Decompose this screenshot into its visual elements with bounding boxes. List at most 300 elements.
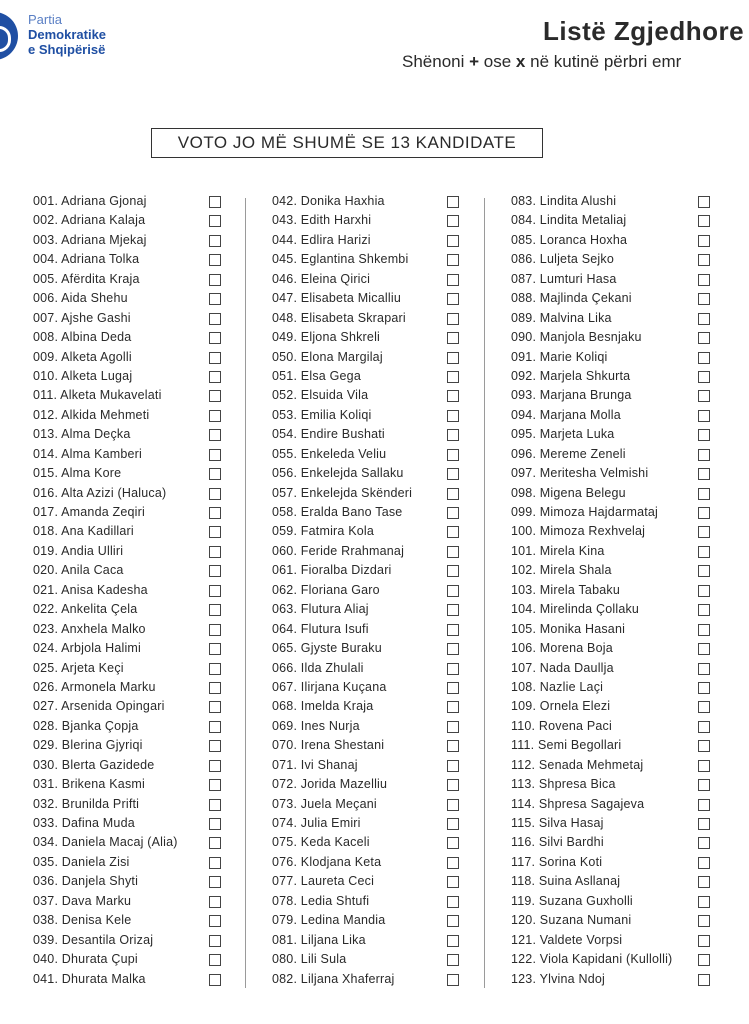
candidate-row bbox=[511, 912, 711, 931]
candidate-name: 082. Liljana Xhaferraj bbox=[272, 971, 395, 986]
candidate-name: 081. Liljana Lika bbox=[272, 932, 366, 947]
candidate-row bbox=[511, 796, 711, 815]
candidate-checkbox[interactable] bbox=[698, 954, 710, 966]
candidate-checkbox[interactable] bbox=[209, 954, 221, 966]
candidate-checkbox[interactable] bbox=[209, 196, 221, 208]
candidate-name: 001. Adriana Gjonaj bbox=[33, 194, 147, 208]
candidate-checkbox[interactable] bbox=[698, 604, 710, 616]
candidate-checkbox[interactable] bbox=[698, 235, 710, 247]
candidate-row bbox=[33, 757, 223, 776]
candidate-name: 060. Feride Rrahmanaj bbox=[272, 543, 405, 558]
candidate-checkbox[interactable] bbox=[447, 565, 459, 577]
candidate-checkbox[interactable] bbox=[698, 390, 710, 402]
candidate-checkbox[interactable] bbox=[698, 818, 710, 830]
candidate-name: 113. Shpresa Bica bbox=[511, 777, 616, 792]
candidate-name: 045. Eglantina Shkembi bbox=[272, 252, 409, 267]
candidate-name: 023. Anxhela Malko bbox=[33, 621, 146, 636]
candidate-checkbox[interactable] bbox=[698, 352, 710, 364]
x-symbol: x bbox=[515, 52, 526, 71]
candidate-checkbox[interactable] bbox=[698, 857, 710, 869]
candidate-name: 053. Emilia Koliqi bbox=[272, 407, 372, 422]
subtitle-pre: Shënoni bbox=[402, 52, 470, 71]
candidate-row bbox=[33, 932, 223, 951]
candidate-name: 025. Arjeta Keçi bbox=[33, 660, 124, 675]
candidate-checkbox[interactable] bbox=[447, 740, 459, 752]
candidate-checkbox[interactable] bbox=[698, 585, 710, 597]
candidate-name: 080. Lili Sula bbox=[272, 952, 347, 967]
candidate-row bbox=[511, 698, 711, 717]
candidate-checkbox[interactable] bbox=[209, 352, 221, 364]
candidate-name: 099. Mimoza Hajdarmataj bbox=[511, 505, 659, 519]
candidate-checkbox[interactable] bbox=[209, 935, 221, 947]
candidate-checkbox[interactable] bbox=[698, 799, 710, 811]
candidate-row bbox=[272, 310, 462, 329]
candidate-checkbox[interactable] bbox=[698, 974, 710, 986]
candidate-checkbox[interactable] bbox=[447, 624, 459, 636]
candidate-checkbox[interactable] bbox=[447, 663, 459, 675]
candidate-checkbox[interactable] bbox=[447, 760, 459, 772]
candidate-name: 069. Ines Nurja bbox=[272, 718, 360, 733]
candidate-checkbox[interactable] bbox=[209, 507, 221, 519]
candidate-name: 011. Alketa Mukavelati bbox=[33, 388, 162, 403]
candidate-checkbox[interactable] bbox=[209, 721, 221, 733]
candidate-row bbox=[511, 640, 711, 659]
candidate-row bbox=[272, 971, 462, 990]
candidate-name: 118. Suina Asllanaj bbox=[511, 874, 621, 889]
candidate-row bbox=[33, 640, 223, 659]
candidate-name: 096. Mereme Zeneli bbox=[511, 446, 626, 461]
candidate-row bbox=[272, 660, 462, 679]
candidate-name: 105. Monika Hasani bbox=[511, 621, 626, 636]
candidate-row bbox=[33, 601, 223, 620]
candidate-row bbox=[511, 504, 711, 523]
candidate-checkbox[interactable] bbox=[447, 721, 459, 733]
candidate-name: 092. Marjela Shkurta bbox=[511, 368, 631, 383]
candidate-checkbox[interactable] bbox=[447, 410, 459, 422]
candidate-checkbox[interactable] bbox=[698, 915, 710, 927]
candidate-name: 093. Marjana Brunga bbox=[511, 388, 632, 403]
candidate-row bbox=[272, 271, 462, 290]
candidate-name: 058. Eralda Bano Tase bbox=[272, 505, 403, 519]
candidate-name: 100. Mimoza Rexhvelaj bbox=[511, 524, 646, 539]
candidate-name: 087. Lumturi Hasa bbox=[511, 271, 617, 286]
candidate-checkbox[interactable] bbox=[698, 624, 710, 636]
candidate-name: 071. Ivi Shanaj bbox=[272, 757, 358, 772]
subtitle-mid: ose bbox=[479, 52, 516, 71]
candidate-row bbox=[272, 387, 462, 406]
candidate-row bbox=[33, 815, 223, 834]
candidate-checkbox[interactable] bbox=[447, 352, 459, 364]
candidate-row bbox=[33, 349, 223, 368]
candidate-row bbox=[33, 446, 223, 465]
candidate-row bbox=[272, 368, 462, 387]
candidate-name: 056. Enkelejda Sallaku bbox=[272, 466, 404, 481]
candidate-name: 028. Bjanka Çopja bbox=[33, 718, 139, 733]
candidate-name: 039. Desantila Orizaj bbox=[33, 932, 154, 947]
candidate-name: 102. Mirela Shala bbox=[511, 563, 612, 578]
candidate-row bbox=[511, 893, 711, 912]
candidate-row bbox=[272, 562, 462, 581]
candidate-name: 030. Blerta Gazidede bbox=[33, 757, 155, 772]
candidate-column-1 bbox=[33, 193, 223, 990]
candidate-checkbox[interactable] bbox=[209, 799, 221, 811]
candidate-checkbox[interactable] bbox=[209, 837, 221, 849]
candidate-name: 033. Dafina Muda bbox=[33, 816, 135, 830]
candidate-name: 066. Ilda Zhulali bbox=[272, 660, 364, 675]
candidate-row bbox=[511, 271, 711, 290]
candidate-name: 035. Daniela Zisi bbox=[33, 854, 130, 869]
candidate-checkbox[interactable] bbox=[698, 488, 710, 500]
candidate-row bbox=[33, 737, 223, 756]
candidate-checkbox[interactable] bbox=[447, 837, 459, 849]
candidate-checkbox[interactable] bbox=[209, 585, 221, 597]
candidate-checkbox[interactable] bbox=[698, 254, 710, 266]
candidate-row bbox=[272, 834, 462, 853]
candidate-name: 115. Silva Hasaj bbox=[511, 816, 604, 830]
candidate-row bbox=[511, 251, 711, 270]
candidate-name: 016. Alta Azizi (Haluca) bbox=[33, 485, 167, 500]
candidate-name: 038. Denisa Kele bbox=[33, 913, 132, 928]
candidate-name: 111. Semi Begollari bbox=[511, 738, 622, 753]
candidate-checkbox[interactable] bbox=[209, 915, 221, 927]
candidate-checkbox[interactable] bbox=[698, 896, 710, 908]
candidate-name: 031. Brikena Kasmi bbox=[33, 777, 145, 792]
candidate-name: 042. Donika Haxhia bbox=[272, 194, 385, 208]
candidate-row bbox=[511, 718, 711, 737]
candidate-name: 029. Blerina Gjyriqi bbox=[33, 738, 143, 753]
candidate-row bbox=[511, 368, 711, 387]
candidate-name: 068. Imelda Kraja bbox=[272, 699, 374, 714]
candidate-name: 048. Elisabeta Skrapari bbox=[272, 310, 406, 325]
candidate-checkbox[interactable] bbox=[447, 915, 459, 927]
candidate-name: 112. Senada Mehmetaj bbox=[511, 757, 644, 772]
candidate-row bbox=[511, 621, 711, 640]
candidate-checkbox[interactable] bbox=[209, 468, 221, 480]
candidate-checkbox[interactable] bbox=[447, 799, 459, 811]
candidate-checkbox[interactable] bbox=[447, 585, 459, 597]
candidate-checkbox[interactable] bbox=[209, 546, 221, 558]
candidate-checkbox[interactable] bbox=[447, 488, 459, 500]
candidate-name: 046. Eleina Qirici bbox=[272, 271, 371, 286]
candidate-name: 078. Ledia Shtufi bbox=[272, 893, 370, 908]
candidate-name: 043. Edith Harxhi bbox=[272, 213, 372, 228]
candidate-name: 059. Fatmira Kola bbox=[272, 524, 375, 539]
candidate-checkbox[interactable] bbox=[209, 215, 221, 227]
candidate-checkbox[interactable] bbox=[209, 760, 221, 772]
candidate-checkbox[interactable] bbox=[209, 876, 221, 888]
candidate-checkbox[interactable] bbox=[447, 196, 459, 208]
candidate-checkbox[interactable] bbox=[447, 954, 459, 966]
candidate-row bbox=[33, 582, 223, 601]
candidate-checkbox[interactable] bbox=[209, 293, 221, 305]
candidate-name: 005. Afërdita Kraja bbox=[33, 271, 140, 286]
candidate-name: 101. Mirela Kina bbox=[511, 543, 605, 558]
candidate-name: 119. Suzana Guxholli bbox=[511, 893, 633, 908]
candidate-checkbox[interactable] bbox=[447, 254, 459, 266]
candidate-checkbox[interactable] bbox=[698, 526, 710, 538]
candidate-checkbox[interactable] bbox=[447, 701, 459, 713]
candidate-name: 122. Viola Kapidani (Kullolli) bbox=[511, 952, 673, 967]
candidate-checkbox[interactable] bbox=[698, 429, 710, 441]
candidate-checkbox[interactable] bbox=[698, 760, 710, 772]
candidate-row bbox=[511, 757, 711, 776]
candidate-name: 109. Ornela Elezi bbox=[511, 699, 611, 714]
candidate-checkbox[interactable] bbox=[447, 974, 459, 986]
candidate-row bbox=[33, 426, 223, 445]
candidate-checkbox[interactable] bbox=[447, 818, 459, 830]
candidate-checkbox[interactable] bbox=[209, 449, 221, 461]
candidate-name: 027. Arsenida Opingari bbox=[33, 699, 165, 714]
candidate-checkbox[interactable] bbox=[209, 371, 221, 383]
candidate-checkbox[interactable] bbox=[447, 429, 459, 441]
candidate-checkbox[interactable] bbox=[698, 410, 710, 422]
candidate-checkbox[interactable] bbox=[209, 740, 221, 752]
candidate-checkbox[interactable] bbox=[209, 526, 221, 538]
candidate-row bbox=[33, 193, 223, 212]
candidate-row bbox=[272, 349, 462, 368]
candidate-checkbox[interactable] bbox=[209, 313, 221, 325]
candidate-name: 018. Ana Kadillari bbox=[33, 524, 134, 539]
candidate-row bbox=[33, 310, 223, 329]
candidate-row bbox=[33, 951, 223, 970]
candidate-row bbox=[511, 815, 711, 834]
candidate-checkbox[interactable] bbox=[447, 643, 459, 655]
candidate-name: 007. Ajshe Gashi bbox=[33, 310, 131, 325]
candidate-row bbox=[272, 854, 462, 873]
candidate-row bbox=[272, 679, 462, 698]
candidate-checkbox[interactable] bbox=[209, 974, 221, 986]
candidate-checkbox[interactable] bbox=[447, 682, 459, 694]
candidate-name: 004. Adriana Tolka bbox=[33, 252, 140, 267]
subtitle-post: në kutinë përbri emr bbox=[525, 52, 682, 71]
candidate-checkbox[interactable] bbox=[447, 857, 459, 869]
candidate-row bbox=[511, 193, 711, 212]
candidate-name: 073. Juela Meçani bbox=[272, 796, 377, 811]
candidate-checkbox[interactable] bbox=[698, 215, 710, 227]
party-name-line3: e Shqipërisë bbox=[28, 42, 106, 57]
candidate-checkbox[interactable] bbox=[209, 274, 221, 286]
candidate-checkbox[interactable] bbox=[447, 779, 459, 791]
candidate-name: 094. Marjana Molla bbox=[511, 407, 621, 422]
candidate-checkbox[interactable] bbox=[209, 410, 221, 422]
candidate-checkbox[interactable] bbox=[698, 876, 710, 888]
candidate-checkbox[interactable] bbox=[209, 604, 221, 616]
candidate-checkbox[interactable] bbox=[698, 935, 710, 947]
candidate-name: 044. Edlira Harizi bbox=[272, 232, 371, 247]
candidate-row bbox=[33, 251, 223, 270]
candidate-checkbox[interactable] bbox=[209, 565, 221, 577]
candidate-row bbox=[511, 232, 711, 251]
candidate-checkbox[interactable] bbox=[447, 371, 459, 383]
candidate-name: 003. Adriana Mjekaj bbox=[33, 232, 147, 247]
candidate-row bbox=[33, 679, 223, 698]
candidate-name: 103. Mirela Tabaku bbox=[511, 582, 620, 597]
candidate-name: 054. Endire Bushati bbox=[272, 427, 385, 442]
candidate-checkbox[interactable] bbox=[698, 507, 710, 519]
candidate-name: 024. Arbjola Halimi bbox=[33, 641, 142, 656]
candidate-checkbox[interactable] bbox=[209, 624, 221, 636]
candidate-row bbox=[511, 329, 711, 348]
candidate-name: 097. Meritesha Velmishi bbox=[511, 466, 649, 481]
candidate-row bbox=[511, 465, 711, 484]
candidate-checkbox[interactable] bbox=[447, 546, 459, 558]
candidate-checkbox[interactable] bbox=[209, 682, 221, 694]
candidate-checkbox[interactable] bbox=[447, 507, 459, 519]
candidate-name: 032. Brunilda Prifti bbox=[33, 796, 140, 811]
candidate-checkbox[interactable] bbox=[447, 390, 459, 402]
candidate-row bbox=[272, 893, 462, 912]
candidate-column-2 bbox=[272, 193, 462, 990]
candidate-name: 036. Danjela Shyti bbox=[33, 874, 139, 889]
candidate-row bbox=[272, 951, 462, 970]
candidate-checkbox[interactable] bbox=[447, 896, 459, 908]
candidate-name: 070. Irena Shestani bbox=[272, 738, 385, 753]
candidate-name: 013. Alma Deçka bbox=[33, 427, 131, 442]
candidate-checkbox[interactable] bbox=[209, 254, 221, 266]
candidate-checkbox[interactable] bbox=[447, 468, 459, 480]
candidate-name: 084. Lindita Metaliaj bbox=[511, 213, 627, 228]
candidate-row bbox=[33, 465, 223, 484]
candidate-name: 075. Keda Kaceli bbox=[272, 835, 370, 850]
candidate-name: 047. Elisabeta Micalliu bbox=[272, 291, 401, 306]
candidate-row bbox=[272, 465, 462, 484]
candidate-checkbox[interactable] bbox=[209, 390, 221, 402]
candidate-name: 034. Daniela Macaj (Alia) bbox=[33, 835, 178, 850]
candidate-checkbox[interactable] bbox=[698, 449, 710, 461]
candidate-name: 121. Valdete Vorpsi bbox=[511, 932, 623, 947]
candidate-checkbox[interactable] bbox=[447, 449, 459, 461]
candidate-row bbox=[33, 543, 223, 562]
candidate-row bbox=[511, 562, 711, 581]
candidate-checkbox[interactable] bbox=[447, 293, 459, 305]
candidate-name: 077. Laureta Ceci bbox=[272, 874, 375, 889]
candidate-row bbox=[511, 407, 711, 426]
candidate-row bbox=[511, 737, 711, 756]
candidate-checkbox[interactable] bbox=[209, 701, 221, 713]
candidate-name: 108. Nazlie Laçi bbox=[511, 679, 604, 694]
candidate-checkbox[interactable] bbox=[209, 896, 221, 908]
candidate-checkbox[interactable] bbox=[698, 274, 710, 286]
candidate-row bbox=[272, 718, 462, 737]
candidate-row bbox=[33, 290, 223, 309]
candidate-checkbox[interactable] bbox=[698, 371, 710, 383]
candidate-name: 123. Ylvina Ndoj bbox=[511, 971, 606, 986]
candidate-row bbox=[33, 329, 223, 348]
candidate-row bbox=[33, 621, 223, 640]
candidate-checkbox[interactable] bbox=[447, 604, 459, 616]
candidate-checkbox[interactable] bbox=[698, 468, 710, 480]
candidate-checkbox[interactable] bbox=[447, 332, 459, 344]
candidate-checkbox[interactable] bbox=[447, 313, 459, 325]
candidate-checkbox[interactable] bbox=[209, 235, 221, 247]
candidate-name: 050. Elona Margilaj bbox=[272, 349, 383, 364]
candidate-name: 006. Aida Shehu bbox=[33, 291, 128, 306]
candidate-row bbox=[33, 407, 223, 426]
candidate-name: 089. Malvina Lika bbox=[511, 310, 612, 325]
candidate-checkbox[interactable] bbox=[698, 682, 710, 694]
candidate-name: 107. Nada Daullja bbox=[511, 660, 614, 675]
candidate-name: 002. Adriana Kalaja bbox=[33, 213, 146, 228]
candidate-checkbox[interactable] bbox=[209, 429, 221, 441]
candidate-row bbox=[33, 971, 223, 990]
candidate-row bbox=[33, 523, 223, 542]
candidate-checkbox[interactable] bbox=[698, 565, 710, 577]
candidate-checkbox[interactable] bbox=[698, 663, 710, 675]
vote-instruction-box: VOTO JO MË SHUMË SE 13 KANDIDATE bbox=[151, 128, 543, 158]
candidate-name: 015. Alma Kore bbox=[33, 466, 122, 481]
candidate-checkbox[interactable] bbox=[209, 857, 221, 869]
candidate-row bbox=[272, 523, 462, 542]
candidate-checkbox[interactable] bbox=[209, 332, 221, 344]
candidate-row bbox=[33, 660, 223, 679]
candidate-checkbox[interactable] bbox=[698, 837, 710, 849]
column-divider bbox=[245, 198, 246, 988]
candidate-row bbox=[272, 912, 462, 931]
candidate-row bbox=[511, 601, 711, 620]
candidate-row bbox=[511, 212, 711, 231]
candidate-name: 061. Fioralba Dizdari bbox=[272, 563, 392, 578]
candidate-checkbox[interactable] bbox=[698, 779, 710, 791]
candidate-name: 055. Enkeleda Veliu bbox=[272, 446, 387, 461]
candidate-row bbox=[33, 873, 223, 892]
candidate-checkbox[interactable] bbox=[698, 643, 710, 655]
candidate-checkbox[interactable] bbox=[209, 488, 221, 500]
candidate-checkbox[interactable] bbox=[698, 740, 710, 752]
candidate-row bbox=[511, 523, 711, 542]
candidate-row bbox=[272, 504, 462, 523]
candidate-checkbox[interactable] bbox=[698, 196, 710, 208]
candidate-checkbox[interactable] bbox=[447, 526, 459, 538]
candidate-row bbox=[272, 601, 462, 620]
candidate-name: 020. Anila Caca bbox=[33, 563, 124, 578]
candidate-name: 086. Luljeta Sejko bbox=[511, 252, 614, 267]
candidate-row bbox=[33, 893, 223, 912]
candidate-checkbox[interactable] bbox=[209, 818, 221, 830]
candidate-checkbox[interactable] bbox=[698, 332, 710, 344]
column-divider bbox=[484, 198, 485, 988]
candidate-name: 091. Marie Koliqi bbox=[511, 349, 608, 364]
candidate-name: 040. Dhurata Çupi bbox=[33, 952, 138, 967]
candidate-row bbox=[272, 251, 462, 270]
candidate-checkbox[interactable] bbox=[698, 546, 710, 558]
candidate-checkbox[interactable] bbox=[447, 274, 459, 286]
candidate-checkbox[interactable] bbox=[447, 935, 459, 947]
candidate-checkbox[interactable] bbox=[698, 293, 710, 305]
candidate-checkbox[interactable] bbox=[698, 313, 710, 325]
candidate-row bbox=[511, 290, 711, 309]
candidate-row bbox=[511, 446, 711, 465]
candidate-checkbox[interactable] bbox=[209, 643, 221, 655]
candidate-name: 116. Silvi Bardhi bbox=[511, 835, 604, 850]
candidate-name: 067. Ilirjana Kuçana bbox=[272, 679, 387, 694]
candidate-checkbox[interactable] bbox=[447, 235, 459, 247]
candidate-row bbox=[272, 407, 462, 426]
candidate-checkbox[interactable] bbox=[698, 721, 710, 733]
candidate-row bbox=[511, 679, 711, 698]
candidate-row bbox=[33, 796, 223, 815]
candidate-name: 022. Ankelita Çela bbox=[33, 602, 138, 617]
candidate-name: 037. Dava Marku bbox=[33, 893, 132, 908]
candidate-checkbox[interactable] bbox=[447, 876, 459, 888]
candidate-checkbox[interactable] bbox=[447, 215, 459, 227]
candidate-row bbox=[272, 815, 462, 834]
candidate-name: 104. Mirelinda Çollaku bbox=[511, 602, 640, 617]
candidate-checkbox[interactable] bbox=[698, 701, 710, 713]
candidate-checkbox[interactable] bbox=[209, 779, 221, 791]
candidate-checkbox[interactable] bbox=[209, 663, 221, 675]
candidate-row bbox=[272, 485, 462, 504]
candidate-name: 074. Julia Emiri bbox=[272, 816, 361, 830]
